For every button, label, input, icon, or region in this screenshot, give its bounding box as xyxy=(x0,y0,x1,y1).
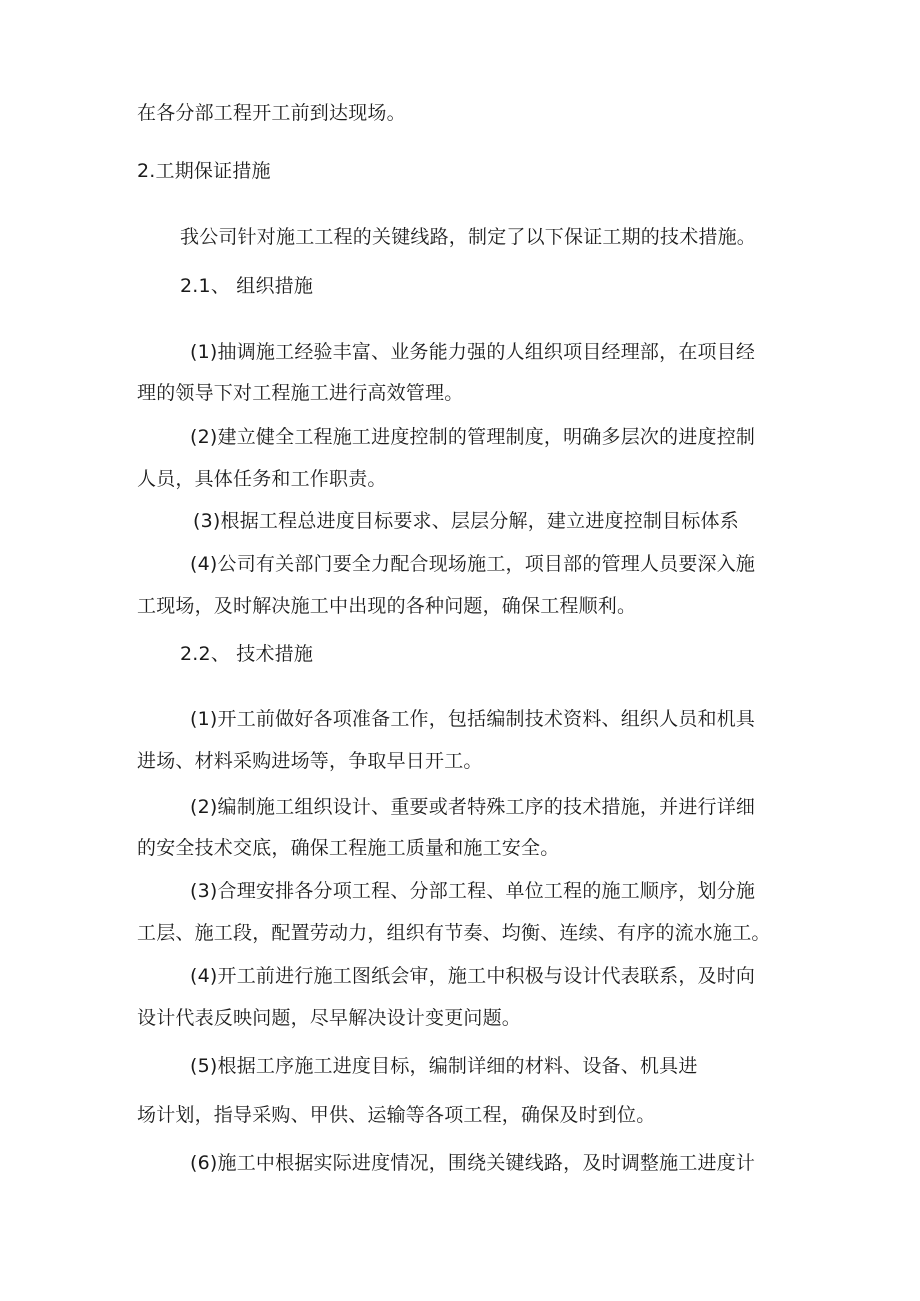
text-line: (3)根据工程总进度目标要求、层层分解，建立进度控制目标体系 xyxy=(193,510,739,532)
text-line: (6)施工中根据实际进度情况，围绕关键线路，及时调整施工进度计 xyxy=(190,1152,756,1174)
text-line: 设计代表反映问题，尽早解决设计变更问题。 xyxy=(137,1007,522,1029)
text-line: (2)建立健全工程施工进度控制的管理制度，明确多层次的进度控制 xyxy=(190,426,756,448)
subsection-heading: 2.2、 技术措施 xyxy=(180,643,314,665)
text-line: (1)开工前做好各项准备工作，包括编制技术资料、组织人员和机具 xyxy=(190,708,756,730)
text-line: 进场、材料采购进场等，争取早日开工。 xyxy=(137,750,483,772)
subsection-heading: 2.1、 组织措施 xyxy=(180,275,314,297)
text-line: (4)开工前进行施工图纸会审，施工中积极与设计代表联系，及时向 xyxy=(190,965,756,987)
text-line: 我公司针对施工工程的关键线路，制定了以下保证工期的技术措施。 xyxy=(180,226,757,248)
text-line: (5)根据工序施工进度目标，编制详细的材料、设备、机具进 xyxy=(190,1055,698,1077)
text-line: 人员，具体任务和工作职责。 xyxy=(137,468,387,490)
text-line: (2)编制施工组织设计、重要或者特殊工序的技术措施，并进行详细 xyxy=(190,796,756,818)
text-line: 理的领导下对工程施工进行高效管理。 xyxy=(137,382,464,404)
text-line: 在各分部工程开工前到达现场。 xyxy=(137,102,406,124)
text-line: (3)合理安排各分项工程、分部工程、单位工程的施工顺序，划分施 xyxy=(190,880,756,902)
text-line: 的安全技术交底，确保工程施工质量和施工安全。 xyxy=(137,837,560,859)
text-line: 工现场，及时解决施工中出现的各种问题，确保工程顺利。 xyxy=(137,595,637,617)
text-line: 场计划，指导采购、甲供、运输等各项工程，确保及时到位。 xyxy=(137,1104,656,1126)
text-line: (1)抽调施工经验丰富、业务能力强的人组织项目经理部，在项目经 xyxy=(190,341,756,363)
text-line: (4)公司有关部门要全力配合现场施工，项目部的管理人员要深入施 xyxy=(190,553,756,575)
section-heading: 2.工期保证措施 xyxy=(137,160,271,182)
text-line: 工层、施工段，配置劳动力，组织有节奏、均衡、连续、有序的流水施工。 xyxy=(137,922,771,944)
